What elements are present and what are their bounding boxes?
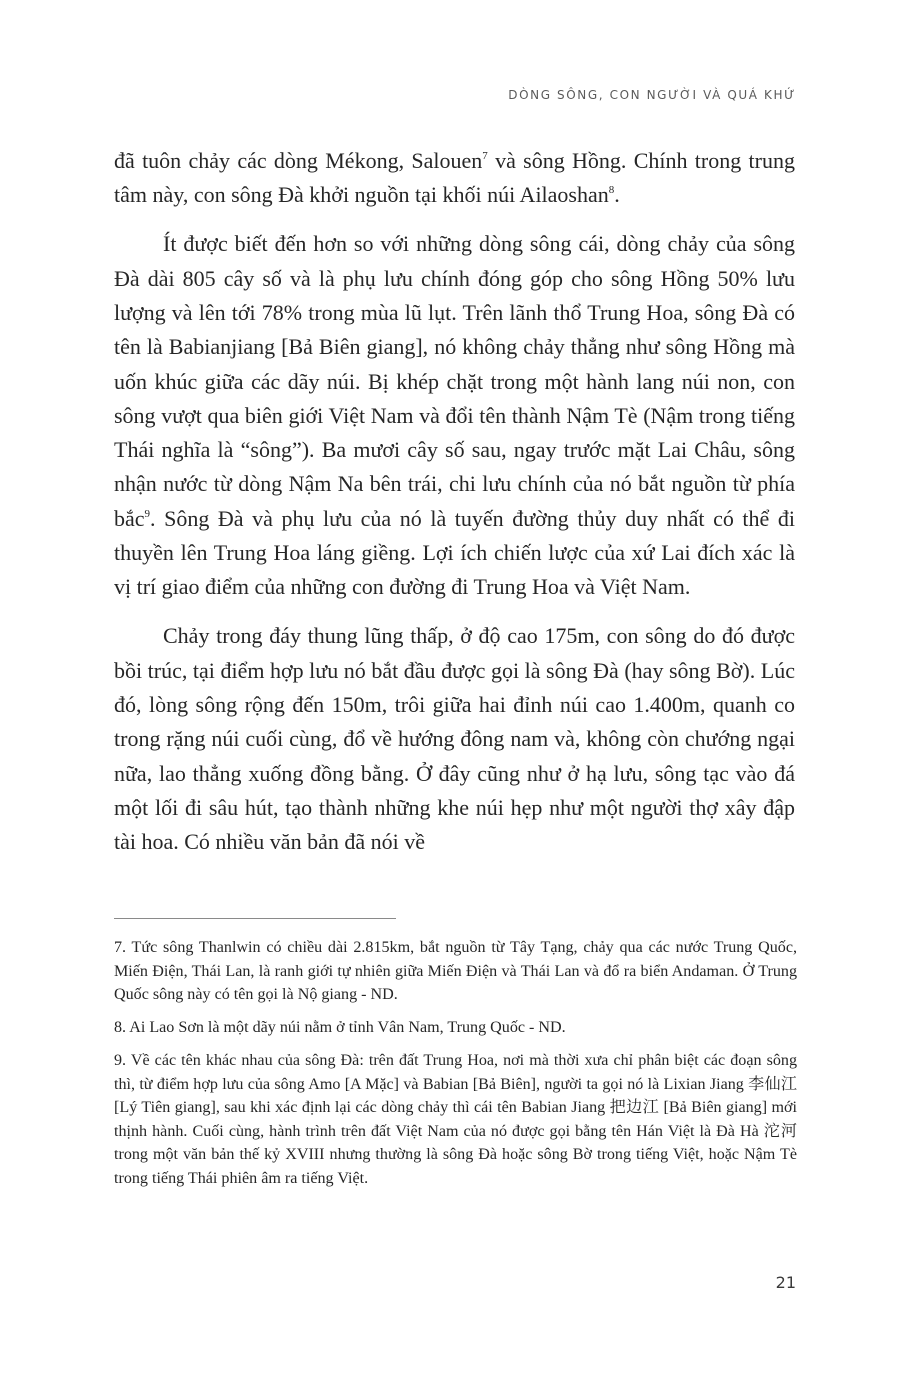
footnote-ref[interactable]: 9 bbox=[144, 507, 151, 520]
page-number: 21 bbox=[775, 1273, 796, 1292]
running-header: DÒNG SÔNG, CON NGƯỜI VÀ QUÁ KHỨ bbox=[508, 88, 796, 102]
main-text bbox=[114, 144, 795, 860]
paragraph-text: và sông Hồng. Chính trong trung tâm này, con sông Đà khởi nguồn tại khối núi Ailaoshan bbox=[114, 148, 795, 208]
paragraph-text: Ít được biết đến hơn so với những dòng sông cái, dòng chảy của sông Đà dài 805 cây số và là phụ lưu chính đóng góp cho sông Hồng 50% lưu lượng và lên tới 78% trong mùa lũ lụt. Trên lãnh thổ Trung Hoa, sông Đà có tên là Babianjiang [Bả Biên giang], nó không chảy thẳng như sông Hồng mà uốn khúc giữa các dãy núi. Bị khép chặt trong một hành lang núi non, con sông vượt qua biên giới Việt Nam và đổi tên thành Nậm Tè (Nậm trong tiếng Thái nghĩa là “sông”). Ba mươi cây số sau, ngay trước mặt Lai Châu, sông nhận nước từ dòng Nậm Na bên trái, chi lưu chính của nó bắt nguồn từ phía bắc bbox=[114, 231, 795, 531]
paragraph: Chảy trong đáy thung lũng thấp, ở độ cao 175m, con sông do đó được bồi trúc, tại điểm hợp lưu nó bắt đầu được gọi là sông Đà (hay sông Bờ). Lúc đó, lòng sông rộng đến 150m, trôi giữa hai đỉnh núi cao 1.400m, quanh co trong rặng núi cuối cùng, đổ về hướng đông nam và, không còn chướng ngại nữa, lao thẳng xuống đồng bằng. Ở đây cũng như ở hạ lưu, sông tạc vào đá một lối đi sâu hút, tạo thành những khe núi hẹp như một người thợ xây đập tài hoa. Có nhiều văn bản đã nói về bbox=[114, 623, 795, 855]
footnotes bbox=[114, 936, 797, 1190]
paragraph bbox=[114, 227, 795, 604]
paragraph-text: đã tuôn chảy các dòng Mékong, Salouen bbox=[114, 148, 483, 173]
paragraph-text: . bbox=[614, 182, 620, 208]
footnote-divider bbox=[114, 918, 396, 919]
paragraph-text: . Sông Đà và phụ lưu của nó là tuyến đường thủy duy nhất có thể đi thuyền lên Trung Hoa láng giềng. Lợi ích chiến lược của xứ Lai đích xác là vị trí giao điểm của những con đường đi Trung Hoa và Việt Nam. bbox=[114, 505, 795, 600]
paragraph bbox=[114, 144, 795, 213]
footnote-ref[interactable]: 8 bbox=[608, 184, 615, 197]
footnote: 8. Ai Lao Sơn là một dãy núi nằm ở tỉnh Vân Nam, Trung Quốc - ND. bbox=[114, 1019, 566, 1036]
footnote: 7. Tức sông Thanlwin có chiều dài 2.815km, bắt nguồn từ Tây Tạng, chảy qua các nước Trung Quốc, Miến Điện, Thái Lan, là ranh giới tự nhiên giữa Miến Điện và Thái Lan và đổ ra biển Andaman. Ở Trung Quốc sông này có tên gọi là Nộ giang - ND. bbox=[114, 939, 797, 1003]
footnote: 9. Về các tên khác nhau của sông Đà: trên đất Trung Hoa, nơi mà thời xưa chỉ phân biệt các đoạn sông thì, từ điểm hợp lưu của sông Amo [A Mặc] và Babian [Bả Biên], người ta gọi nó là Lixian Jiang 李仙江 [Lý Tiên giang], sau khi xác định lại các dòng chảy thì cái tên Babian Jiang 把边江 [Bả Biên giang] mới thịnh hành. Cuối cùng, hành trình trên đất Việt Nam của nó được gọi bằng tên Hán Việt là Đà Hà 沱河 trong một văn bản thế kỷ XVIII nhưng thường là sông Đà hoặc sông Bờ trong tiếng Việt, hoặc Nậm Tè trong tiếng Thái phiên âm ra tiếng Việt. bbox=[114, 1052, 797, 1187]
footnote-ref[interactable]: 7 bbox=[482, 150, 488, 162]
